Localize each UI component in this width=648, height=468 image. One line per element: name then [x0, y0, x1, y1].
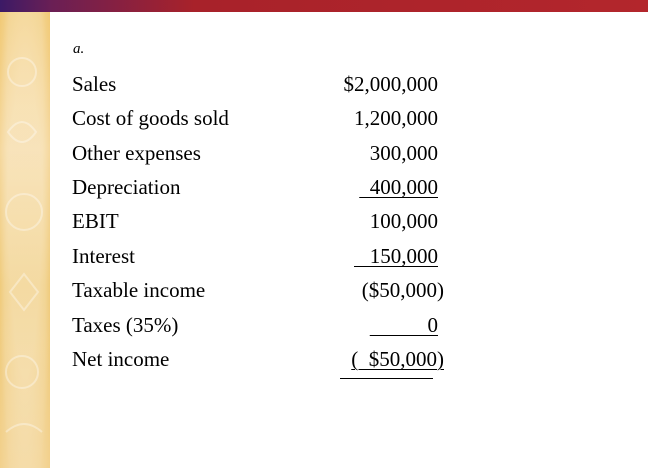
- statement-row-cogs: [72, 104, 452, 134]
- statement-row-sales: [72, 70, 452, 100]
- row-amount: 0: [369, 313, 438, 337]
- row-amount: 100,000: [369, 209, 438, 233]
- row-amount: $2,000,000: [343, 72, 438, 96]
- statement-row-taxes: [72, 311, 452, 341]
- row-label: EBIT: [72, 209, 119, 233]
- row-label: Cost of goods sold: [72, 106, 229, 130]
- row-label: Depreciation: [72, 175, 181, 199]
- row-label: Net income: [72, 347, 170, 371]
- row-label: Interest: [72, 244, 135, 268]
- row-label: Other expenses: [72, 141, 201, 165]
- row-label: Taxes (35%): [72, 313, 179, 337]
- side-emblem-icon: [0, 12, 50, 468]
- double-underline-rule: [340, 378, 433, 379]
- statement-row-interest: [72, 242, 452, 272]
- row-amount: ( $50,000): [351, 347, 444, 371]
- statement-row-ebit: [72, 207, 452, 237]
- decorative-side-band: [0, 12, 50, 468]
- statement-row-taxable-income: [72, 276, 452, 306]
- row-amount: 1,200,000: [354, 106, 438, 130]
- statement-row-depreciation: [72, 173, 452, 203]
- row-amount: ($50,000): [361, 278, 444, 302]
- top-banner-bar: [0, 0, 648, 12]
- part-label: a.: [73, 41, 85, 57]
- row-label: Sales: [72, 72, 117, 96]
- row-label: Taxable income: [72, 278, 206, 302]
- row-amount: 150,000: [354, 244, 438, 268]
- row-amount: 400,000: [359, 175, 438, 199]
- row-amount: 300,000: [369, 141, 438, 165]
- statement-row-other-expenses: [72, 139, 452, 169]
- statement-row-net-income: [72, 345, 452, 375]
